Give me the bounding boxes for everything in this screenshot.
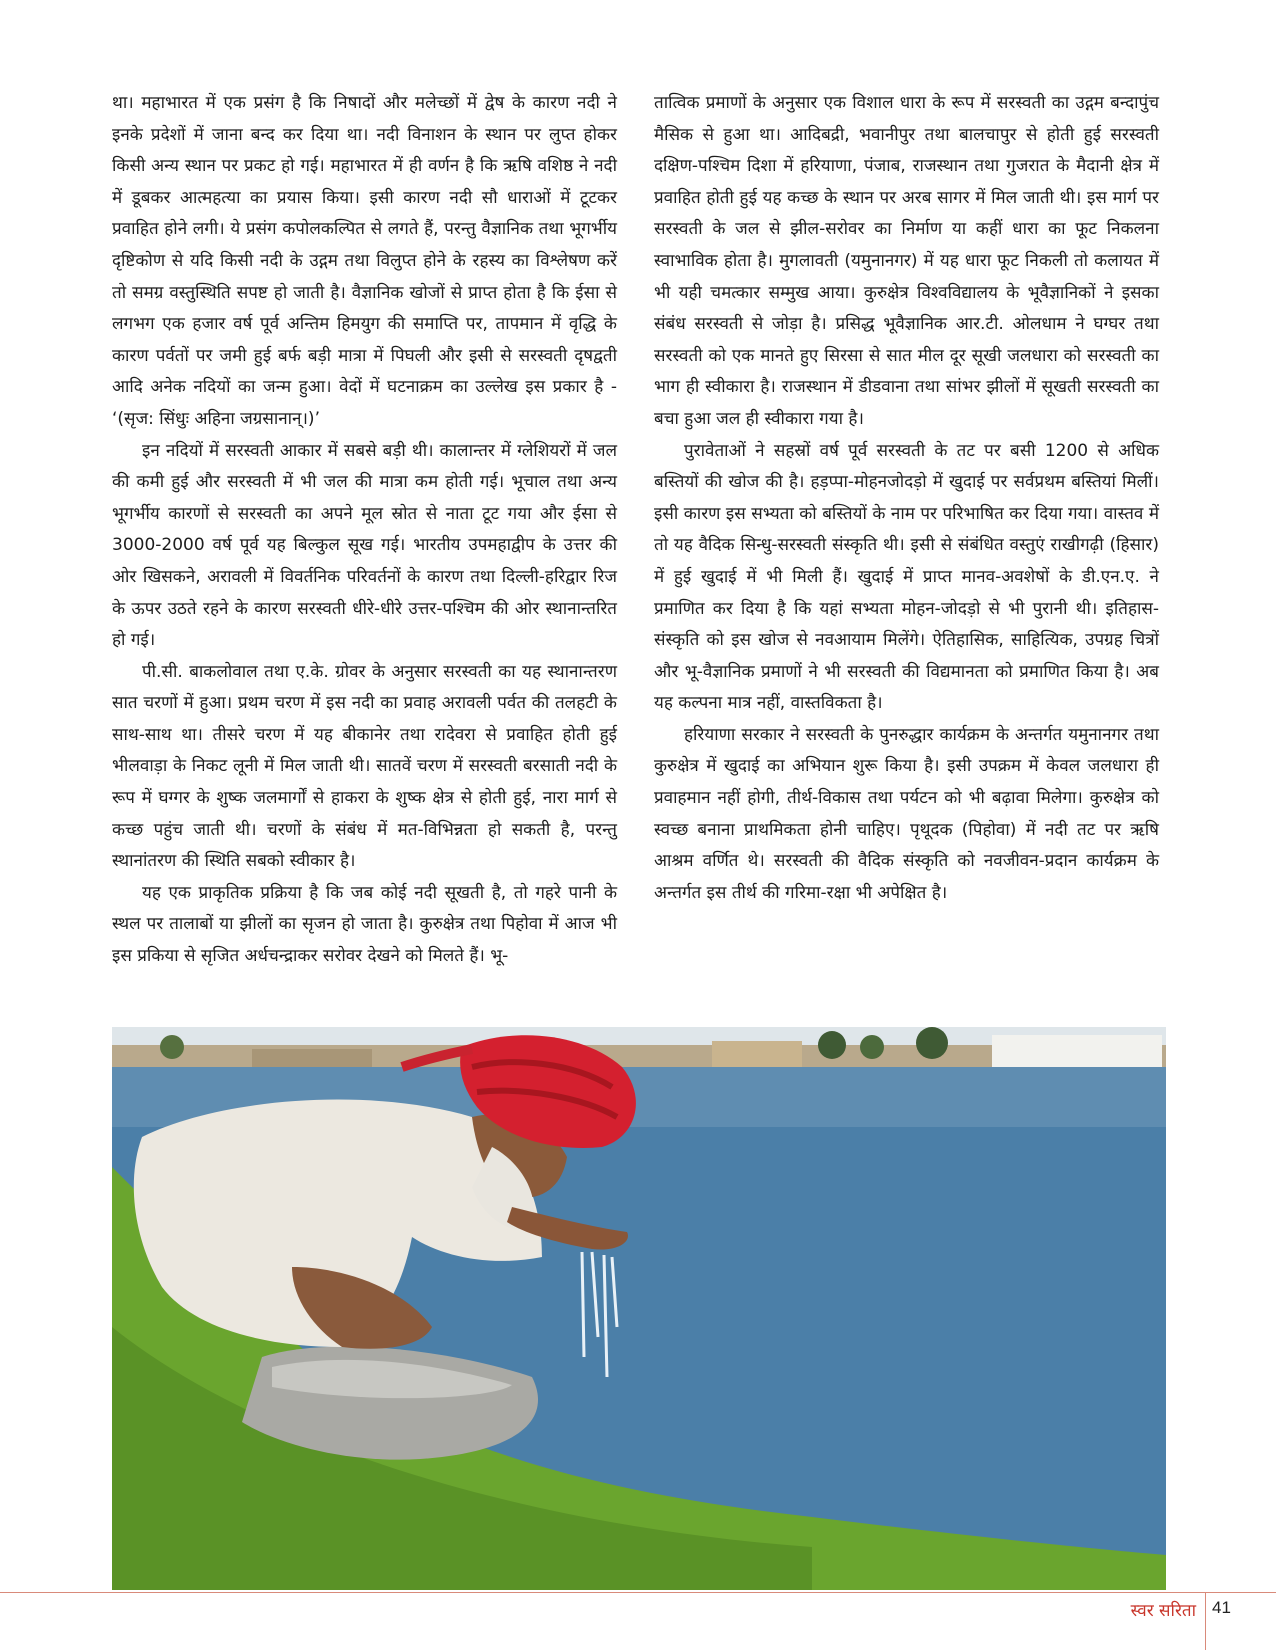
paragraph: तात्विक प्रमाणों के अनुसार एक विशाल धारा के रूप में सरस्वती का उद्गम बन्दापुंच मैसिक से हुआ था। आदिबद्री, भवानीपुर तथा बालचापुर से होती हुई सरस्वती दक्षिण-पश्चिम दिशा में हरियाणा, पंजाब, राजस्थान तथा गुजरात के मैदानी क्षेत्र में प्रवाहित होती हुई यह कच्छ के स्थान पर अरब सागर में मिल जाती थी। इस मार्ग पर सरस्वती के जल से झील-सरोवर का निर्माण या कहीं धारा का फूट निकलना स्वाभाविक होता है। मुगलावती (यमुनानगर) में यह धारा फूट निकली तो कलायत में भी यही चमत्कार सम्मुख आया। कुरुक्षेत्र विश्वविद्यालय के भूवैज्ञानिकों ने इसका संबंध सरस्वती से जोड़ा है। प्रसिद्ध भूवैज्ञानिक आर.टी. ओलधाम ने घग्घर तथा सरस्वती को एक मानते हुए सिरसा से सात मील दूर सूखी जलधारा को सरस्वती का भाग ही स्वीकारा है। राजस्थान में डीडवाना तथा सांभर झीलों में सूखती सरस्वती का बचा हुआ जल ही स्वीकारा गया है। (654, 93, 1159, 429)
paragraph: पुरावेताओं ने सहस्रों वर्ष पूर्व सरस्वती के तट पर बसी 1200 से अधिक बस्तियों की खोज की है। हड़प्पा-मोहनजोदड़ो में खुदाई पर सर्वप्रथम बस्तियां मिलीं। इसी कारण इस सभ्यता को बस्तियों के नाम पर परिभाषित कर दिया गया। वास्तव में तो यह वैदिक सिन्धु-सरस्वती संस्कृति थी। इसी से संबंधित वस्तुएं राखीगढ़ी (हिसार) में हुई खुदाई में भी मिली हैं। खुदाई में प्राप्त मानव-अवशेषों के डी.एन.ए. ने प्रमाणित कर दिया है कि यहां सभ्यता मोहन-जोदड़ो से भी पुरानी थी। इतिहास-संस्कृति को इस खोज से नवआयाम मिलेंगे। ऐतिहासिक, साहित्यिक, उपग्रह चित्रों और भू-वैज्ञानिक प्रमाणों ने भी सरस्वती की विद्यमानता को प्रमाणित किया है। अब यह कल्पना मात्र नहीं, वास्तविकता है। (654, 440, 1159, 714)
magazine-name: स्वर सरिता (1130, 1601, 1196, 1621)
footer-vertical-divider (1205, 1592, 1206, 1650)
footer-divider (0, 1592, 1276, 1593)
paragraph: पी.सी. बाकलोवाल तथा ए.के. ग्रोवर के अनुसार सरस्वती का यह स्थानान्तरण सात चरणों में हुआ। प्रथम चरण में इस नदी का प्रवाह अरावली पर्वत की तलहटी के साथ-साथ था। तीसरे चरण में यह बीकानेर तथा रादेवरा से प्रवाहित होती हुई भीलवाड़ा के निकट लूनी में मिल जाती थी। सातवें चरण में सरस्वती बरसाती नदी के रूप में घग्गर के शुष्क जलमार्गों से हाकरा के शुष्क क्षेत्र से होती हुई, नारा मार्ग से कच्छ पहुंच जाती थी। चरणों के संबंध में मत-विभिन्नता हो सकती है, परन्तु स्थानांतरण की स्थिति सबको स्वीकार है। (112, 661, 617, 872)
paragraph: इन नदियों में सरस्वती आकार में सबसे बड़ी थी। कालान्तर में ग्लेशियरों में जल की कमी हुई और सरस्वती में भी जल की मात्रा कम होती गई। भूचाल तथा अन्य भूगर्भीय कारणों से सरस्वती का अपने मूल स्रोत से नाता टूट गया और ईसा से 3000-2000 वर्ष पूर्व यह बिल्कुल सूख गई। भारतीय उपमहाद्वीप के उत्तर की ओर खिसकने, अरावली में विवर्तनिक परिवर्तनों के कारण तथा दिल्ली-हरिद्वार रिज के ऊपर उठते रहने के कारण सरस्वती धीरे-धीरे उत्तर-पश्चिम की ओर स्थानान्तरित हो गई। (112, 440, 617, 651)
page-number: 41 (1212, 1598, 1231, 1617)
paragraph: यह एक प्राकृतिक प्रक्रिया है कि जब कोई नदी सूखती है, तो गहरे पानी के स्थल पर तालाबों या झीलों का सृजन हो जाता है। कुरुक्षेत्र तथा पिहोवा में आज भी इस प्रकिया से सृजित अर्धचन्द्राकर सरोवर देखने को मिलते हैं। भू- (112, 882, 617, 967)
paragraph: था। महाभारत में एक प्रसंग है कि निषादों और मलेच्छों में द्वेष के कारण नदी ने इनके प्रदेशों में जाना बन्द कर दिया था। नदी विनाशन के स्थान पर लुप्त होकर किसी अन्य स्थान पर प्रकट हो गई। महाभारत में ही वर्णन है कि ऋषि वशिष्ठ ने नदी में डूबकर आत्महत्या का प्रयास किया। इसी कारण नदी सौ धाराओं में टूटकर प्रवाहित होने लगी। ये प्रसंग कपोलकल्पित से लगते हैं, परन्तु वैज्ञानिक तथा भूगर्भीय दृष्टिकोण से यदि किसी नदी के उद्गम तथा विलुप्त होने के रहस्य का विश्लेषण करें तो समग्र वस्तुस्थिति सपष्ट हो जाती है। वैज्ञानिक खोजों से प्राप्त होता है कि ईसा से लगभग एक हजार वर्ष पूर्व अन्तिम हिमयुग की समाप्ति पर, तापमान में वृद्धि के कारण पर्वतों पर जमी हुई बर्फ बड़ी मात्रा में पिघली और इसी से सरस्वती दृषद्वती आदि अनेक नदियों का जन्म हुआ। वेदों में घटनाक्रम का उल्लेख इस प्रकार है - ‘(सृज: सिंधुः अहिना जग्रसानान्।)’ (112, 93, 617, 429)
article-column-right (654, 88, 1159, 909)
article-column-left (112, 88, 617, 973)
paragraph: हरियाणा सरकार ने सरस्वती के पुनरुद्धार कार्यक्रम के अन्तर्गत यमुनानगर तथा कुरुक्षेत्र में खुदाई का अभियान शुरू किया है। इसी उपक्रम में केवल जलधारा ही प्रवाहमान नहीं होगी, तीर्थ-विकास तथा पर्यटन को भी बढ़ावा मिलेगा। कुरुक्षेत्र को स्वच्छ बनाना प्राथमिकता होनी चाहिए। पृथूदक (पिहोवा) में नदी तट पर ऋषि आश्रम वर्णित थे। सरस्वती की वैदिक संस्कृति को नवजीवन-प्रदान कार्यक्रम के अन्तर्गत इस तीर्थ की गरिमा-रक्षा भी अपेक्षित है। (654, 724, 1159, 903)
article-photo (112, 1027, 1166, 1590)
